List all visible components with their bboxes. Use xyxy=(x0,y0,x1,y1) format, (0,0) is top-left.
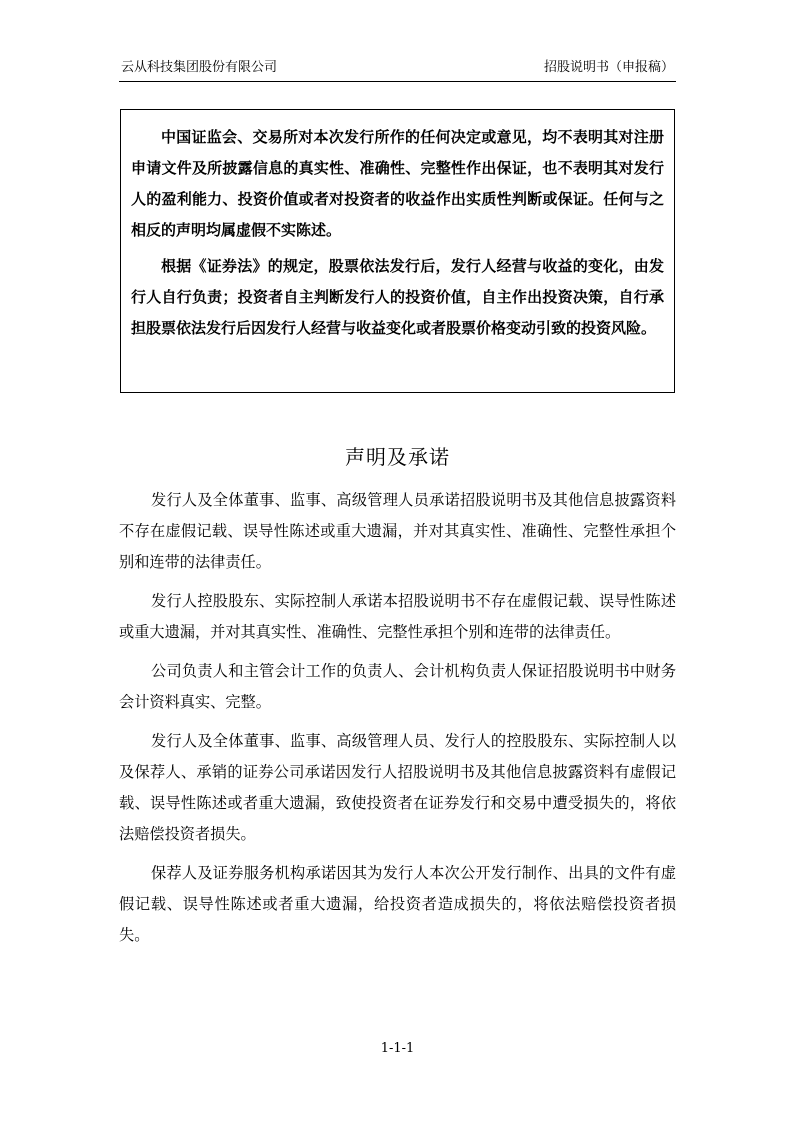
declaration-paragraph: 公司负责人和主管会计工作的负责人、会计机构负责人保证招股说明书中财务会计资料真实、完整。 xyxy=(119,662,676,711)
page-header xyxy=(119,57,676,82)
notice-paragraph: 中国证监会、交易所对本次发行所作的任何决定或意见，均不表明其对注册申请文件及所披露信息的真实性、准确性、完整性作出保证，也不表明其对发行人的盈利能力、投资价值或者对投资者的收益作出实质性判断或保证。任何与之相反的声明均属虚假不实陈述。 xyxy=(131,128,664,239)
declaration-paragraph: 发行人及全体董事、监事、高级管理人员、发行人的控股股东、实际控制人以及保荐人、承销的证券公司承诺因发行人招股说明书及其他信息披露资料有虚假记载、误导性陈述或者重大遗漏，致使投资者在证券发行和交易中遭受损失的，将依法赔偿投资者损失。 xyxy=(119,732,676,843)
declaration-paragraph: 发行人控股股东、实际控制人承诺本招股说明书不存在虚假记载、误导性陈述或重大遗漏，并对其真实性、准确性、完整性承担个别和连带的法律责任。 xyxy=(119,592,676,641)
header-document-type: 招股说明书（申报稿） xyxy=(543,60,674,75)
declaration-body xyxy=(119,485,676,959)
header-company-name: 云从科技集团股份有限公司 xyxy=(121,60,278,75)
section-title: 声明及承诺 xyxy=(345,445,450,469)
regulatory-notice-box xyxy=(120,109,675,393)
declaration-paragraph: 保荐人及证券服务机构承诺因其为发行人本次公开发行制作、出具的文件有虚假记载、误导性陈述或者重大遗漏，给投资者造成损失的，将依法赔偿投资者损失。 xyxy=(119,864,676,944)
page-number: 1-1-1 xyxy=(380,1041,415,1056)
notice-paragraph: 根据《证券法》的规定，股票依法发行后，发行人经营与收益的变化，由发行人自行负责；投资者自主判断发行人的投资价值，自主作出投资决策，自行承担股票依法发行后因发行人经营与收益变化或者股票价格变动引致的投资风险。 xyxy=(131,257,664,337)
declaration-paragraph: 发行人及全体董事、监事、高级管理人员承诺招股说明书及其他信息披露资料不存在虚假记载、误导性陈述或重大遗漏，并对其真实性、准确性、完整性承担个别和连带的法律责任。 xyxy=(119,491,676,571)
